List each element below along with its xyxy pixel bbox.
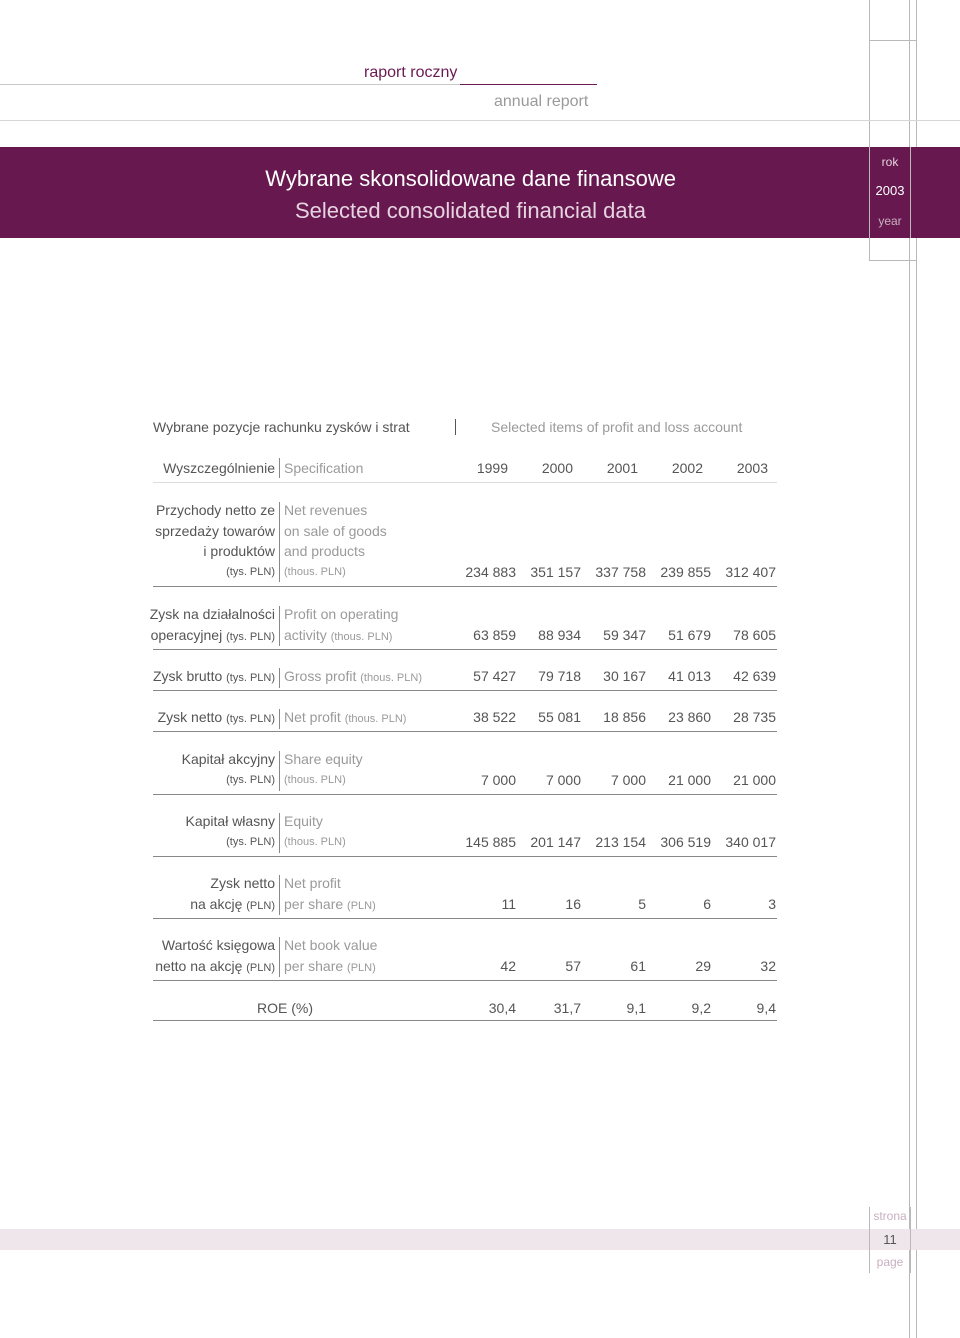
row-label-en: Share equity bbox=[284, 751, 363, 767]
section-divider bbox=[455, 419, 456, 435]
year-column-header: 2003 bbox=[736, 460, 768, 476]
frame-line bbox=[869, 260, 916, 261]
section-title-pl: Wybrane pozycje rachunku zysków i strat bbox=[153, 419, 410, 435]
frame-line bbox=[869, 0, 870, 147]
row-unit-pl: (tys. PLN) bbox=[226, 774, 275, 786]
row-label-pl: sprzedaży towarów bbox=[155, 523, 275, 539]
cell-value: 351 157 bbox=[530, 564, 581, 580]
row-separator bbox=[153, 482, 777, 483]
year-value: 2003 bbox=[875, 183, 905, 198]
row-unit-en: (thous. PLN) bbox=[360, 672, 422, 684]
cell-value: 306 519 bbox=[660, 834, 711, 850]
year-column-header: 2002 bbox=[671, 460, 703, 476]
row-label-pl: Kapitał akcyjny bbox=[181, 751, 275, 767]
column-divider bbox=[279, 751, 280, 791]
column-divider bbox=[279, 458, 280, 478]
row-label-pl-text: Zysk netto bbox=[157, 709, 223, 725]
row-label-pl bbox=[158, 707, 275, 730]
cell-value: 88 934 bbox=[538, 627, 581, 643]
cell-value: 41 013 bbox=[668, 668, 711, 684]
frame-line bbox=[460, 84, 597, 85]
cell-value: 31,7 bbox=[553, 1000, 581, 1016]
row-unit-en: (PLN) bbox=[347, 962, 376, 974]
year-label-pl: rok bbox=[881, 155, 899, 169]
cell-value: 23 860 bbox=[668, 709, 711, 725]
cell-value: 55 081 bbox=[538, 709, 581, 725]
row-label-en: Net book value bbox=[284, 937, 378, 953]
row-label-en-text: per share bbox=[284, 958, 344, 974]
row-label-en-text: activity bbox=[284, 627, 327, 643]
cell-value: 63 859 bbox=[473, 627, 516, 643]
page-box bbox=[869, 1207, 911, 1273]
cell-value: 9,1 bbox=[626, 1000, 646, 1016]
cell-value: 57 bbox=[565, 958, 581, 974]
section-title-en: Selected items of profit and loss account bbox=[491, 419, 743, 435]
row-label-en bbox=[284, 707, 406, 730]
row-separator bbox=[153, 794, 777, 795]
row-separator bbox=[153, 856, 777, 857]
frame-line bbox=[869, 238, 870, 260]
row-unit-pl: (tys. PLN) bbox=[226, 713, 275, 725]
band-title-en: Selected consolidated financial data bbox=[294, 198, 646, 223]
cell-value: 337 758 bbox=[595, 564, 646, 580]
cell-value: 32 bbox=[760, 958, 776, 974]
year-label-en: year bbox=[878, 214, 902, 228]
row-label-pl bbox=[153, 666, 275, 689]
row-label-en: on sale of goods bbox=[284, 523, 387, 539]
row-separator bbox=[153, 980, 777, 981]
cell-value: 201 147 bbox=[530, 834, 581, 850]
row-label-en: Net revenues bbox=[284, 502, 368, 518]
row-label-en-text: Net profit bbox=[284, 709, 341, 725]
report-title-pl: raport roczny bbox=[364, 64, 458, 81]
column-head-pl: Wyszczególnienie bbox=[163, 460, 275, 476]
cell-value: 61 bbox=[630, 958, 646, 974]
page-number: 11 bbox=[883, 1232, 897, 1247]
cell-value: 3 bbox=[768, 896, 776, 912]
cell-value: 29 bbox=[695, 958, 711, 974]
row-label-en: Profit on operating bbox=[284, 606, 399, 622]
page-label-en: page bbox=[876, 1255, 904, 1269]
row-unit-pl: (PLN) bbox=[246, 900, 275, 912]
row-unit-pl: (tys. PLN) bbox=[226, 566, 275, 578]
cell-value: 78 605 bbox=[733, 627, 776, 643]
cell-value: 145 885 bbox=[465, 834, 516, 850]
row-unit-en: (thous. PLN) bbox=[284, 566, 346, 578]
row-unit-en: (thous. PLN) bbox=[284, 836, 346, 848]
row-label-pl bbox=[190, 894, 275, 917]
row-label-pl bbox=[151, 625, 275, 648]
cell-value: 18 856 bbox=[603, 709, 646, 725]
cell-value: 7 000 bbox=[480, 772, 516, 788]
row-label-en-text: per share bbox=[284, 896, 344, 912]
cell-value: 30 167 bbox=[603, 668, 646, 684]
cell-value: 11 bbox=[501, 896, 516, 912]
column-divider bbox=[279, 813, 280, 853]
row-label-pl bbox=[155, 956, 275, 979]
row-unit-en: (thous. PLN) bbox=[330, 631, 393, 643]
cell-value: 7 000 bbox=[610, 772, 646, 788]
year-column-header: 2001 bbox=[606, 460, 638, 476]
cell-value: 5 bbox=[638, 896, 646, 912]
column-divider bbox=[279, 709, 280, 729]
cell-value: 42 bbox=[500, 958, 516, 974]
row-label-en: Net profit bbox=[284, 875, 341, 891]
cell-value: 59 347 bbox=[603, 627, 646, 643]
row-unit-en: (PLN) bbox=[347, 900, 376, 912]
year-column-header: 2000 bbox=[541, 460, 573, 476]
row-unit-pl: (tys. PLN) bbox=[226, 672, 276, 684]
row-label-pl-text: operacyjnej bbox=[150, 627, 223, 643]
row-label-en: and products bbox=[284, 543, 365, 559]
row-unit-en: (thous. PLN) bbox=[284, 774, 346, 786]
cell-value: 213 154 bbox=[595, 834, 646, 850]
column-divider bbox=[279, 875, 280, 915]
cell-value: 42 639 bbox=[733, 668, 776, 684]
cell-value: 79 718 bbox=[538, 668, 581, 684]
frame-line bbox=[0, 120, 960, 121]
cell-value: 21 000 bbox=[668, 772, 711, 788]
cell-value: 9,4 bbox=[756, 1000, 776, 1016]
title-band bbox=[0, 147, 960, 238]
column-head-en: Specification bbox=[284, 460, 364, 476]
frame-line bbox=[869, 40, 916, 41]
cell-value: 239 855 bbox=[660, 564, 711, 580]
row-label-pl: i produktów bbox=[203, 543, 275, 559]
row-label-pl: Zysk na działalności bbox=[149, 606, 275, 622]
row-separator bbox=[153, 690, 777, 691]
column-divider bbox=[279, 606, 280, 646]
row-label-pl: Przychody netto ze bbox=[155, 502, 275, 518]
row-unit-en: (thous. PLN) bbox=[344, 713, 407, 725]
row-label-en bbox=[284, 894, 376, 917]
row-label-en: Equity bbox=[284, 813, 323, 829]
page-label-pl: strona bbox=[873, 1209, 907, 1223]
cell-value: 16 bbox=[565, 896, 581, 912]
row-label-en bbox=[284, 625, 392, 648]
row-label-pl-text: Zysk brutto bbox=[153, 668, 223, 684]
band-title-pl: Wybrane skonsolidowane dane finansowe bbox=[265, 166, 676, 191]
row-separator bbox=[153, 649, 777, 650]
row-label-en bbox=[284, 666, 422, 689]
report-title-en: annual report bbox=[494, 93, 589, 110]
row-label-pl: Zysk netto bbox=[210, 875, 275, 891]
cell-value: 51 679 bbox=[668, 627, 711, 643]
row-unit-pl: (tys. PLN) bbox=[226, 631, 275, 643]
row-label-en-text: Gross profit bbox=[284, 668, 357, 684]
cell-value: 312 407 bbox=[725, 564, 776, 580]
year-box bbox=[869, 147, 911, 238]
row-unit-pl: (PLN) bbox=[246, 962, 275, 974]
column-divider bbox=[279, 502, 280, 582]
cell-value: 38 522 bbox=[473, 709, 516, 725]
cell-value: 30,4 bbox=[488, 1000, 516, 1016]
row-separator bbox=[153, 731, 777, 732]
row-separator bbox=[153, 918, 777, 919]
cell-value: 28 735 bbox=[733, 709, 776, 725]
footer-band bbox=[0, 1229, 960, 1250]
cell-value: 57 427 bbox=[473, 668, 516, 684]
row-label-en bbox=[284, 956, 376, 979]
cell-value: 9,2 bbox=[691, 1000, 711, 1016]
row-label-pl-text: na akcję bbox=[190, 896, 243, 912]
row-unit-pl: (tys. PLN) bbox=[226, 836, 275, 848]
year-column-header: 1999 bbox=[476, 460, 508, 476]
row-label-pl: Wartość księgowa bbox=[161, 937, 275, 953]
cell-value: 234 883 bbox=[465, 564, 516, 580]
column-divider bbox=[279, 937, 280, 977]
row-separator bbox=[153, 1020, 777, 1021]
row-separator bbox=[153, 586, 777, 587]
cell-value: 340 017 bbox=[725, 834, 776, 850]
cell-value: 21 000 bbox=[733, 772, 776, 788]
cell-value: 6 bbox=[703, 896, 711, 912]
column-divider bbox=[279, 668, 280, 688]
cell-value: 7 000 bbox=[545, 772, 581, 788]
row-label-pl: Kapitał własny bbox=[185, 813, 275, 829]
row-label-pl-text: netto na akcję bbox=[155, 958, 243, 974]
row-label: ROE (%) bbox=[257, 1000, 313, 1016]
